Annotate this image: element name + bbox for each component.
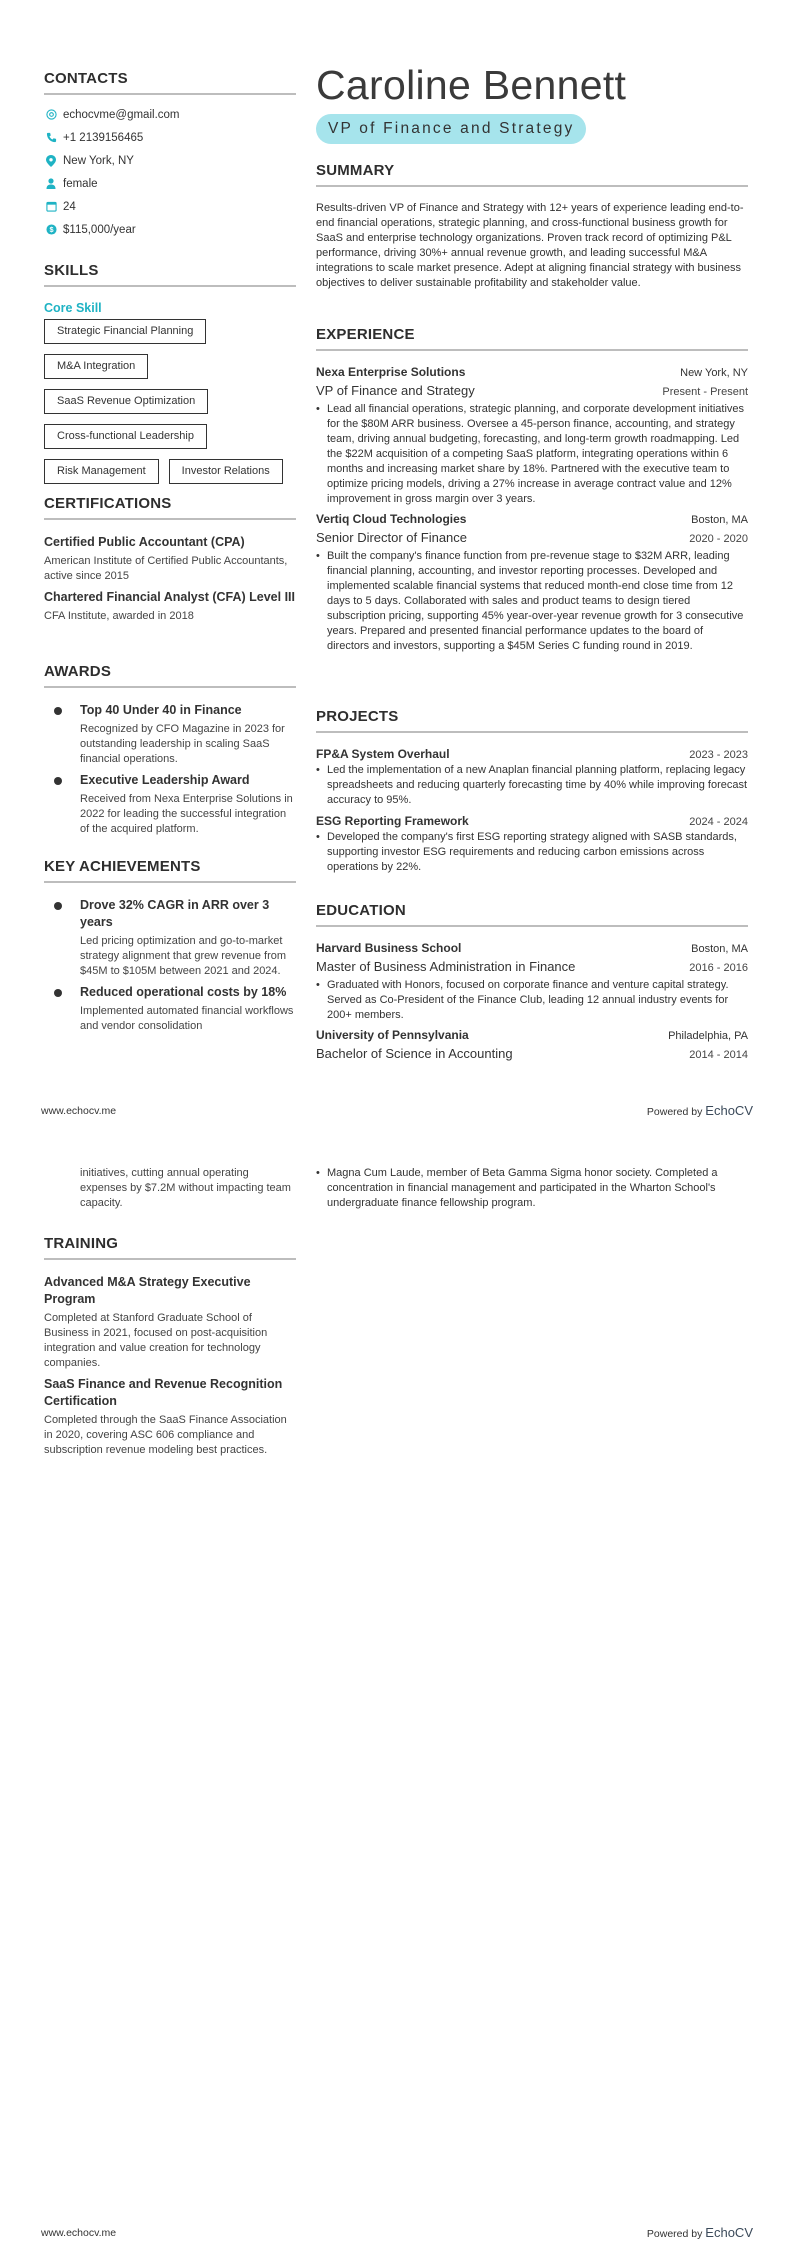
certification-item — [44, 534, 296, 584]
contact-gender-value: female — [63, 177, 98, 190]
bullet-dot-icon — [54, 902, 62, 910]
contact-phone[interactable] — [44, 126, 296, 149]
contact-age — [44, 195, 296, 218]
education-bullet: • Graduated with Honors, focused on corporate finance and venture capital strategy. Served as Co-President of the Finance Club, leading 12 annual industry events for 200+ members. — [316, 978, 748, 1023]
skill-tag: M&A Integration — [44, 354, 148, 379]
job-dates: Present - Present — [662, 386, 748, 398]
bullet-dot-icon — [54, 707, 62, 715]
achievement-title: Drove 32% CAGR in ARR over 3 years — [80, 898, 270, 929]
section-divider — [316, 185, 748, 187]
section-divider — [316, 925, 748, 927]
section-divider — [44, 686, 296, 688]
svg-text:$: $ — [48, 224, 54, 234]
company-location: Boston, MA — [691, 514, 748, 526]
achievements-section — [44, 858, 296, 1034]
job-bullet: • Lead all financial operations, strategic planning, and corporate development initiatives for the $80M ARR business. Oversee a 45-person finance, accounting, and strategy team, driving annual budgeting, forecasting, and long-term growth roadmapping. Led the $22M acquisition of a competing SaaS platform, integrating operations within 6 months and increasing market share by 18%. Partnered with the executive team to optimize pricing models, driving a 27% increase in average contract value and 12% improvement in gross margin over 3 years. — [316, 402, 748, 507]
section-divider — [44, 93, 296, 95]
footer-website-link[interactable]: www.echocv.me — [41, 2227, 117, 2239]
projects-section — [316, 708, 748, 875]
achievement-desc: Implemented automated financial workflows and vendor consolidation — [80, 1005, 294, 1032]
certification-name: Certified Public Accountant (CPA) — [44, 535, 245, 549]
certifications-section — [44, 495, 296, 624]
degree: Bachelor of Science in Accounting — [316, 1046, 513, 1061]
at-icon — [44, 108, 58, 122]
skill-tag: SaaS Revenue Optimization — [44, 389, 208, 414]
project-name: FP&A System Overhaul — [316, 747, 450, 761]
school-location: Philadelphia, PA — [668, 1030, 748, 1042]
summary-section — [316, 162, 748, 291]
education-continued — [316, 1166, 748, 1211]
skill-tags — [44, 319, 304, 484]
project-bullet: • Led the implementation of a new Anaplan financial planning platform, replacing legacy spreadsheets and reducing quarterly forecasting time by 40% while improving forecast accuracy to 95%. — [316, 763, 748, 808]
footer-powered-by[interactable] — [647, 2225, 753, 2240]
project-dates: 2024 - 2024 — [689, 816, 748, 828]
achievement-desc: Led pricing optimization and go-to-market strategy alignment that grew revenue from $45M to $105M between 2021 and 2024. — [80, 935, 287, 977]
award-item — [44, 772, 296, 837]
powered-by-label: Powered by — [646, 1106, 703, 1118]
achievements-continued — [44, 1166, 296, 1211]
training-title: SaaS Finance and Revenue Recognition Certification — [44, 1377, 283, 1408]
contact-location-value: New York, NY — [63, 154, 134, 167]
contact-email[interactable] — [44, 103, 296, 126]
education-item — [316, 1028, 748, 1061]
project-item — [316, 814, 748, 875]
brand-name: EchoCV — [705, 2225, 753, 2240]
awards-heading: AWARDS — [44, 663, 112, 680]
person-icon — [44, 177, 58, 191]
training-heading: TRAINING — [44, 1235, 119, 1252]
training-section — [44, 1235, 296, 1458]
skill-tag: Cross-functional Leadership — [44, 424, 207, 449]
footer-website-link[interactable]: www.echocv.me — [41, 1105, 117, 1117]
achievement-item — [44, 984, 296, 1034]
summary-text: Results-driven VP of Finance and Strategy with 12+ years of experience leading end-to-end financial operations, strategic planning, and cross-functional business growth for SaaS and enterprise technology organizations. Proven track record of optimizing P&L performance, driving 30%+ annual revenue growth, and leading successful M&A integrations to scale market presence. Adept at aligning financial strategy with business objectives to deliver sustainable profitability and stakeholder value. — [316, 202, 744, 289]
training-item — [44, 1274, 296, 1371]
company-location: New York, NY — [680, 367, 748, 379]
section-divider — [316, 349, 748, 351]
job-bullet: • Built the company's finance function from pre-revenue stage to $32M ARR, leading financial planning, accounting, and investor reporting processes. Developed and implemented scalable financial systems that reduced month-end close time from 12 days to 5 days. Collaborated with sales and product teams to design tiered subscription pricing, supporting 45% year-over-year revenue growth for 3 consecutive years. Prepared and presented financial performance updates to the board of directors and investors, supporting a $45M Series C funding round in 2019. — [316, 549, 748, 654]
school-name: University of Pennsylvania — [316, 1028, 469, 1042]
education-section — [316, 902, 748, 1061]
education-item — [316, 941, 748, 1023]
section-divider — [44, 881, 296, 883]
project-item — [316, 747, 748, 808]
contact-location — [44, 149, 296, 172]
education-bullet: • Magna Cum Laude, member of Beta Gamma Sigma honor society. Completed a concentration in financial management and participated in the Wharton School's undergraduate finance fellowship program. — [316, 1166, 748, 1211]
contact-gender — [44, 172, 296, 195]
awards-section — [44, 663, 296, 837]
contacts-section — [44, 70, 296, 241]
skills-section — [44, 262, 296, 484]
school-location: Boston, MA — [691, 943, 748, 955]
contact-salary-value: $115,000/year — [63, 223, 136, 236]
certification-desc: American Institute of Certified Public Accountants, active since 2015 — [44, 555, 288, 582]
job-dates: 2020 - 2020 — [689, 533, 748, 545]
certification-item — [44, 589, 296, 624]
project-name: ESG Reporting Framework — [316, 814, 469, 828]
achievement-desc-continued: initiatives, cutting annual operating expenses by $7.2M without impacting team capacity. — [80, 1167, 291, 1209]
experience-heading: EXPERIENCE — [316, 326, 415, 343]
phone-icon — [44, 131, 58, 145]
summary-heading: SUMMARY — [316, 162, 395, 179]
section-divider — [44, 518, 296, 520]
core-skill-label: Core Skill — [44, 301, 102, 315]
calendar-icon — [44, 200, 58, 214]
training-desc: Completed through the SaaS Finance Association in 2020, covering ASC 606 compliance and subscription revenue modeling best practices. — [44, 1414, 287, 1456]
education-dates: 2014 - 2014 — [689, 1049, 748, 1061]
section-divider — [44, 285, 296, 287]
award-item — [44, 702, 296, 767]
education-heading: EDUCATION — [316, 902, 406, 919]
job-title-badge: VP of Finance and Strategy — [316, 114, 586, 144]
achievement-item — [44, 897, 296, 979]
brand-name: EchoCV — [705, 1103, 753, 1118]
section-divider — [316, 731, 748, 733]
achievement-title: Reduced operational costs by 18% — [80, 985, 287, 999]
award-title: Executive Leadership Award — [80, 773, 250, 787]
project-bullet: • Developed the company's first ESG reporting strategy aligned with SASB standards, supporting investor ESG requirements and reducing carbon emissions across operations by 22%. — [316, 830, 748, 875]
award-desc: Recognized by CFO Magazine in 2023 for outstanding leadership in scaling SaaS financial operations. — [80, 723, 285, 765]
company-name: Nexa Enterprise Solutions — [316, 365, 466, 379]
job-role: VP of Finance and Strategy — [316, 383, 475, 398]
header-section — [316, 62, 748, 144]
skill-tag: Risk Management — [44, 459, 159, 484]
training-item — [44, 1376, 296, 1458]
skill-tag: Strategic Financial Planning — [44, 319, 206, 344]
achievements-heading: KEY ACHIEVEMENTS — [44, 858, 201, 875]
training-desc: Completed at Stanford Graduate School of Business in 2021, focused on post-acquisition integration and value creation for technology companies. — [44, 1312, 268, 1369]
candidate-name: Caroline Bennett — [316, 62, 627, 108]
education-dates: 2016 - 2016 — [689, 962, 748, 974]
experience-item — [316, 512, 748, 654]
contact-salary — [44, 218, 296, 241]
job-role: Senior Director of Finance — [316, 530, 468, 545]
company-name: Vertiq Cloud Technologies — [316, 512, 467, 526]
bullet-dot-icon — [54, 989, 62, 997]
location-pin-icon — [44, 154, 58, 168]
school-name: Harvard Business School — [316, 941, 462, 955]
certifications-heading: CERTIFICATIONS — [44, 495, 172, 512]
footer-powered-by[interactable] — [647, 1103, 753, 1118]
certification-desc: CFA Institute, awarded in 2018 — [44, 610, 194, 622]
contact-email-value: echocvme@gmail.com — [63, 108, 180, 121]
powered-by-label: Powered by — [646, 2228, 703, 2240]
experience-item — [316, 365, 748, 507]
award-title: Top 40 Under 40 in Finance — [80, 703, 242, 717]
degree: Master of Business Administration in Finance — [316, 959, 576, 974]
contacts-heading: CONTACTS — [44, 70, 128, 87]
bullet-dot-icon — [54, 777, 62, 785]
dollar-icon — [44, 223, 58, 237]
certification-name: Chartered Financial Analyst (CFA) Level III — [44, 590, 295, 604]
contact-phone-value: +1 2139156465 — [63, 131, 144, 144]
experience-section — [316, 326, 748, 654]
skill-tag: Investor Relations — [169, 459, 283, 484]
contact-age-value: 24 — [63, 200, 76, 213]
projects-heading: PROJECTS — [316, 708, 399, 725]
training-title: Advanced M&A Strategy Executive Program — [44, 1275, 251, 1306]
section-divider — [44, 1258, 296, 1260]
award-desc: Received from Nexa Enterprise Solutions in 2022 for leading the successful integration of the acquired platform. — [80, 793, 293, 835]
skills-heading: SKILLS — [44, 262, 99, 279]
project-dates: 2023 - 2023 — [689, 749, 748, 761]
